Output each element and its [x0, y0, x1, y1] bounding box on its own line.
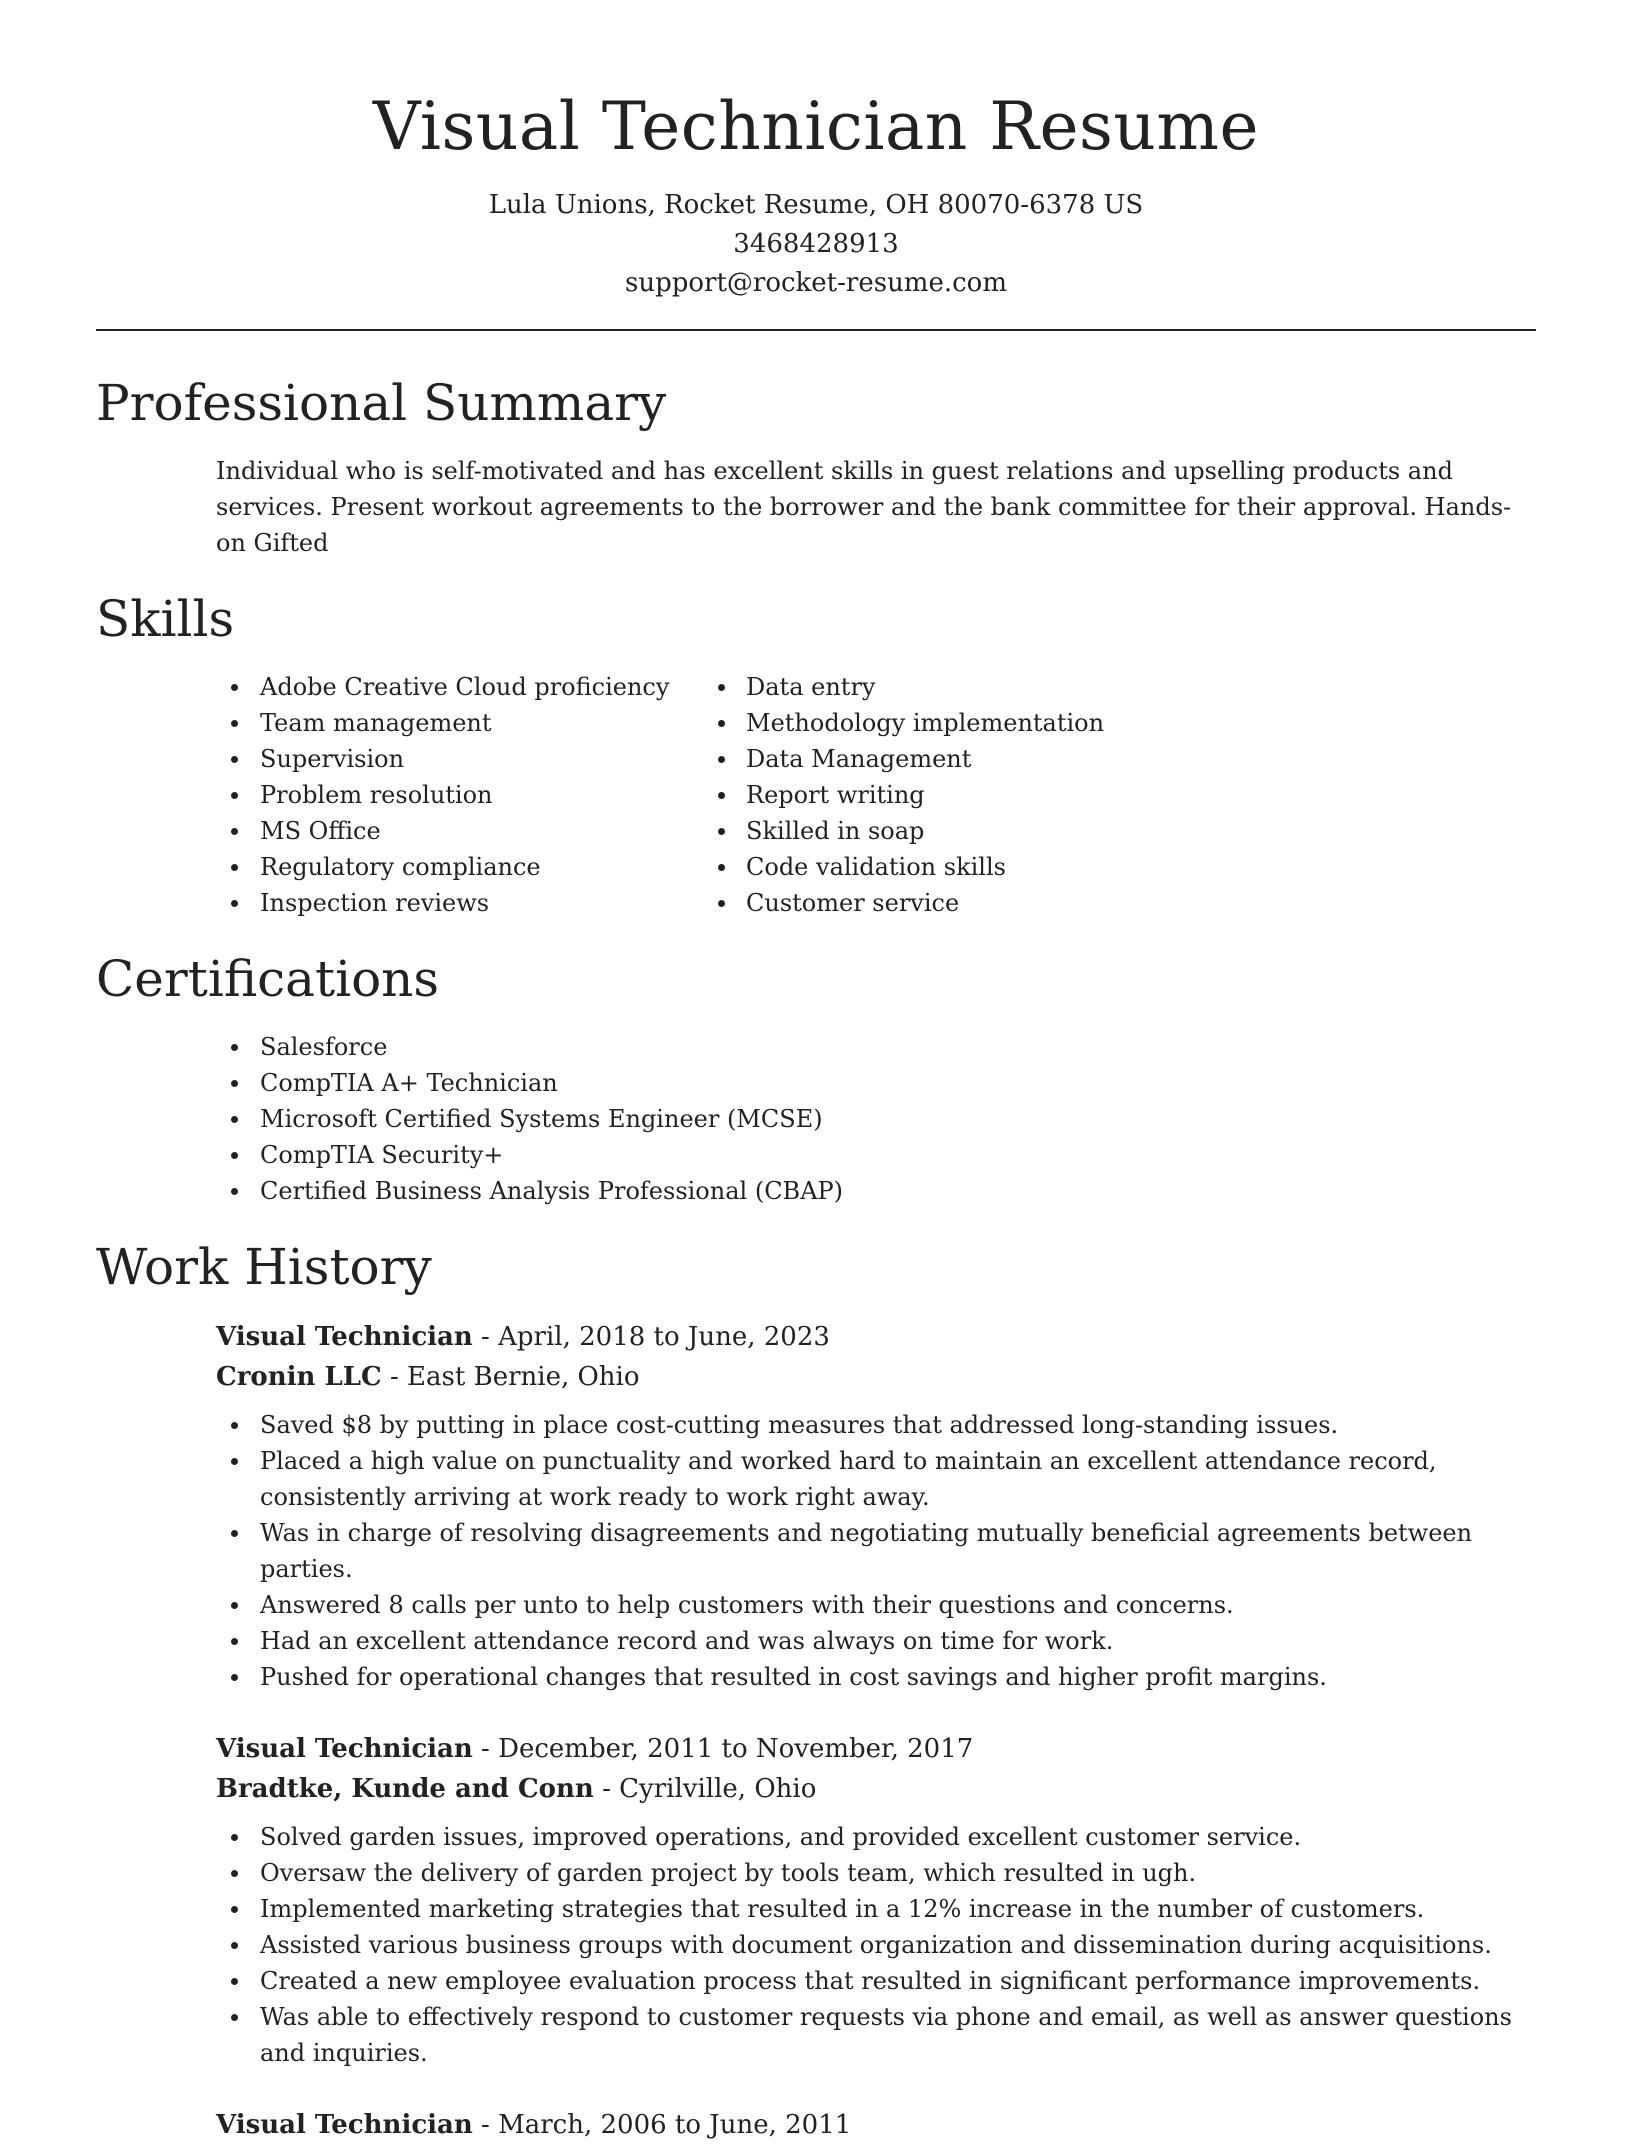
certification-item: CompTIA A+ Technician: [96, 1065, 1536, 1101]
work-history-heading: Work History: [96, 1238, 432, 1296]
job-location: - East Bernie, Ohio: [381, 1362, 640, 1392]
job-company-line: [216, 1357, 1536, 1397]
certifications-heading: Certifications: [96, 950, 440, 1008]
certification-item: Certified Business Analysis Professional (CBAP): [96, 1173, 1536, 1209]
skills-heading: Skills: [96, 590, 235, 648]
skills-list: [96, 669, 1536, 921]
resume-title: Visual Technician Resume: [372, 88, 1260, 165]
certification-item: Microsoft Certified Systems Engineer (MCSE): [96, 1101, 1536, 1137]
resume-header: [96, 0, 1536, 303]
skill-item: Regulatory compliance: [96, 849, 746, 885]
contact-email: support@rocket-resume.com: [624, 268, 1007, 298]
skill-item: Methodology implementation: [746, 705, 1396, 741]
job-dates: - December, 2011 to November, 2017: [472, 1734, 974, 1764]
header-divider: [96, 329, 1536, 331]
job-entry: [96, 1729, 1536, 2071]
resume-page: [96, 0, 1536, 2140]
job-bullet: Placed a high value on punctuality and worked hard to maintain an excellent attendance record, consistently arriving at work ready to work right away.: [96, 1443, 1536, 1515]
job-bullets: [96, 1819, 1536, 2071]
job-bullet: Was in charge of resolving disagreements and negotiating mutually beneficial agreements between parties.: [96, 1515, 1536, 1587]
skill-item: Skilled in soap: [746, 813, 1396, 849]
skill-item: Customer service: [746, 885, 1396, 921]
certification-item: CompTIA Security+: [96, 1137, 1536, 1173]
job-bullet: Assisted various business groups with document organization and dissemination during acquisitions.: [96, 1927, 1536, 1963]
job-bullets: [96, 1407, 1536, 1695]
job-role: Visual Technician: [216, 1322, 473, 1352]
skill-item: Report writing: [746, 777, 1396, 813]
summary-heading: Professional Summary: [96, 374, 667, 432]
certifications-list: [96, 1029, 1536, 1209]
job-bullet: Solved garden issues, improved operations, and provided excellent customer service.: [96, 1819, 1536, 1855]
skill-item: Code validation skills: [746, 849, 1396, 885]
job-bullet: Implemented marketing strategies that resulted in a 12% increase in the number of customers.: [96, 1891, 1536, 1927]
summary-text: Individual who is self-motivated and has excellent skills in guest relations and upselling products and services. Present workout agreements to the borrower and the bank committee for their approval. Hands-on Gifted: [216, 457, 1512, 557]
contact-block: [96, 186, 1536, 303]
job-bullet: Created a new employee evaluation process that resulted in significant performance improvements.: [96, 1963, 1536, 1999]
job-entry: [96, 2105, 1536, 2145]
job-company: Cronin LLC: [216, 1362, 382, 1392]
contact-phone: 3468428913: [733, 229, 899, 259]
job-title-line: [216, 2105, 1536, 2145]
job-company-line: [216, 1769, 1536, 1809]
skills-column-right: [746, 669, 1396, 921]
skill-item: Adobe Creative Cloud proficiency: [96, 669, 746, 705]
job-company: Bradtke, Kunde and Conn: [216, 1774, 594, 1804]
job-bullet: Was able to effectively respond to customer requests via phone and email, as well as answer questions and inquiries.: [96, 1999, 1536, 2071]
job-location: - Cyrilville, Ohio: [593, 1774, 817, 1804]
job-role: Visual Technician: [216, 2110, 473, 2140]
job-title-line: [216, 1729, 1536, 1769]
skill-item: Inspection reviews: [96, 885, 746, 921]
skill-item: Data Management: [746, 741, 1396, 777]
job-bullet: Pushed for operational changes that resulted in cost savings and higher profit margins.: [96, 1659, 1536, 1695]
job-bullet: Answered 8 calls per unto to help customers with their questions and concerns.: [96, 1587, 1536, 1623]
job-bullet: Saved $8 by putting in place cost-cutting measures that addressed long-standing issues.: [96, 1407, 1536, 1443]
job-dates: - March, 2006 to June, 2011: [472, 2110, 852, 2140]
job-bullet: Had an excellent attendance record and was always on time for work.: [96, 1623, 1536, 1659]
job-entry: [96, 1317, 1536, 1695]
certification-item: Salesforce: [96, 1029, 1536, 1065]
contact-address: Lula Unions, Rocket Resume, OH 80070-6378 US: [488, 190, 1144, 220]
skill-item: Problem resolution: [96, 777, 746, 813]
skill-item: Supervision: [96, 741, 746, 777]
skill-item: MS Office: [96, 813, 746, 849]
job-bullet: Oversaw the delivery of garden project by tools team, which resulted in ugh.: [96, 1855, 1536, 1891]
job-title-line: [216, 1317, 1536, 1357]
job-dates: - April, 2018 to June, 2023: [472, 1322, 830, 1352]
job-role: Visual Technician: [216, 1734, 473, 1764]
skill-item: Team management: [96, 705, 746, 741]
skills-column-left: [96, 669, 746, 921]
skill-item: Data entry: [746, 669, 1396, 705]
